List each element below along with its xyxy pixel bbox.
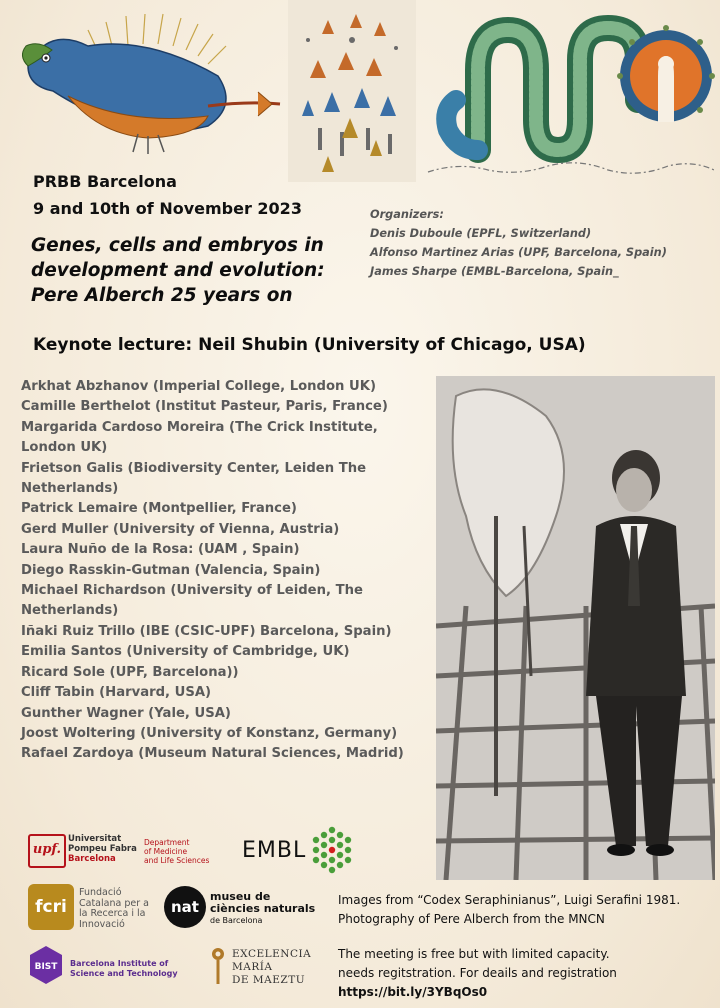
speaker-line: Netherlands) [21,603,119,619]
registration-info [338,945,617,1002]
speaker-line: Arkhat Abzhanov (Imperial College, London UK) [21,379,376,394]
bist-name-line: Science and Technology [70,968,178,978]
upf-dept-line: of Medicine [144,847,188,856]
speaker-line: Diego Rasskin-Gutman (Valencia, Spain) [21,562,321,578]
fcri-name-line: Innovació [79,918,125,930]
organizer: Denis Duboule (EPFL, Switzerland) [370,227,592,240]
pere-alberch-photograph [436,376,715,880]
bist-mark: BIST [34,962,58,972]
upf-dept-line: and Life Sciences [144,856,210,865]
organizers-label: Organizers: [370,208,444,221]
nat-name-line: museu de [210,890,271,903]
speaker-line: Ricard Sole (UPF, Barcelona)) [21,664,239,680]
fcri-name [79,888,149,930]
title-line: Genes, cells and embryos in [31,235,324,256]
speaker-line: Cliff Tabin (Harvard, USA) [21,685,212,701]
registration-line: needs regitstration. For deails and registration [338,966,617,980]
maeztu-name [232,948,311,987]
credit-line: Photography of Pere Alberch from the MNCN [338,912,605,926]
embl-wordmark: EMBL [242,838,307,863]
fcri-name-line: la Recerca i la [79,908,146,919]
speaker-line: Laura Nuño de la Rosa: (UAM , Spain) [21,542,300,558]
nat-name-line: ciències naturals [210,902,316,915]
upf-department [144,838,209,865]
bist-hexagon-icon [28,945,64,985]
fcri-mark: fcri [28,884,74,930]
speaker-line: Gerd Muller (University of Vienna, Austria) [21,521,340,537]
nat-name-sub: de Barcelona [210,916,263,925]
maeztu-name-line: EXCELENCIA [232,948,312,960]
speaker-line: London UK) [21,440,108,456]
fcri-name-line: Catalana per a [79,897,149,909]
credit-line: Images from “Codex Seraphinianus”, Luigi Serafini 1981. [338,893,681,907]
fcri-name-line: Fundació [79,887,122,898]
speaker-line: Michael Richardson (University of Leiden, The [21,583,363,599]
codex-creature-illustration [8,6,288,156]
upf-name-line: Universitat [68,834,122,844]
speaker-line: Camille Berthelot (Institut Pasteur, Paris, France) [21,399,388,415]
bist-name [70,959,178,978]
image-credits [338,891,680,929]
organizer: Alfonso Martinez Arias (UPF, Barcelona, Spain) [370,246,667,259]
nat-name [210,891,315,927]
title-line: Pere Alberch 25 years on [31,285,293,306]
title-line: development and evolution: [31,260,325,281]
maeztu-emblem-icon [210,946,226,986]
event-dates: 9 and 10th of November 2023 [33,199,302,218]
speaker-line: Gunther Wagner (Yale, USA) [21,705,231,721]
venue: PRBB Barcelona [33,172,177,191]
codex-objects-illustration [288,0,416,182]
speaker-line: Margarida Cardoso Moreira (The Crick Institute, [21,419,378,435]
organizer: James Sharpe (EMBL-Barcelona, Spain_ [370,265,619,278]
registration-line: The meeting is free but with limited capacity. [338,947,610,961]
speaker-line: Iñaki Ruiz Trillo (IBE (CSIC-UPF) Barcelona, Spain) [21,623,392,639]
speaker-line: Frietson Galis (Biodiversity Center, Leiden The [21,460,367,476]
maeztu-name-line: MARÍA [232,961,273,973]
speaker-line: Patrick Lemaire (Montpellier, France) [21,501,297,517]
upf-mark: upf. [28,834,66,868]
upf-name-line: Barcelona [68,854,116,864]
event-title [31,233,361,308]
organizers-block [370,205,667,281]
upf-name [68,834,137,864]
speaker-line: Netherlands) [21,481,119,497]
keynote-lecture: Keynote lecture: Neil Shubin (University of Chicago, USA) [33,335,586,355]
codex-serpent-illustration [418,0,720,182]
speaker-line: Joost Woltering (University of Konstanz, Germany) [21,725,398,741]
speaker-line: Emilia Santos (University of Cambridge, UK) [21,644,350,660]
speaker-line: Rafael Zardoya (Museum Natural Sciences, Madrid) [21,746,404,762]
nat-mark: nat [164,886,206,928]
embl-hexagon-icon [306,824,358,876]
registration-link[interactable]: https://bit.ly/3YBqOs0 [338,985,488,999]
upf-name-line: Pompeu Fabra [68,844,137,854]
maeztu-name-line: DE MAEZTU [232,974,306,986]
bist-name-line: Barcelona Institute of [70,959,169,968]
speaker-list [21,377,421,765]
upf-dept-line: Department [144,838,190,847]
